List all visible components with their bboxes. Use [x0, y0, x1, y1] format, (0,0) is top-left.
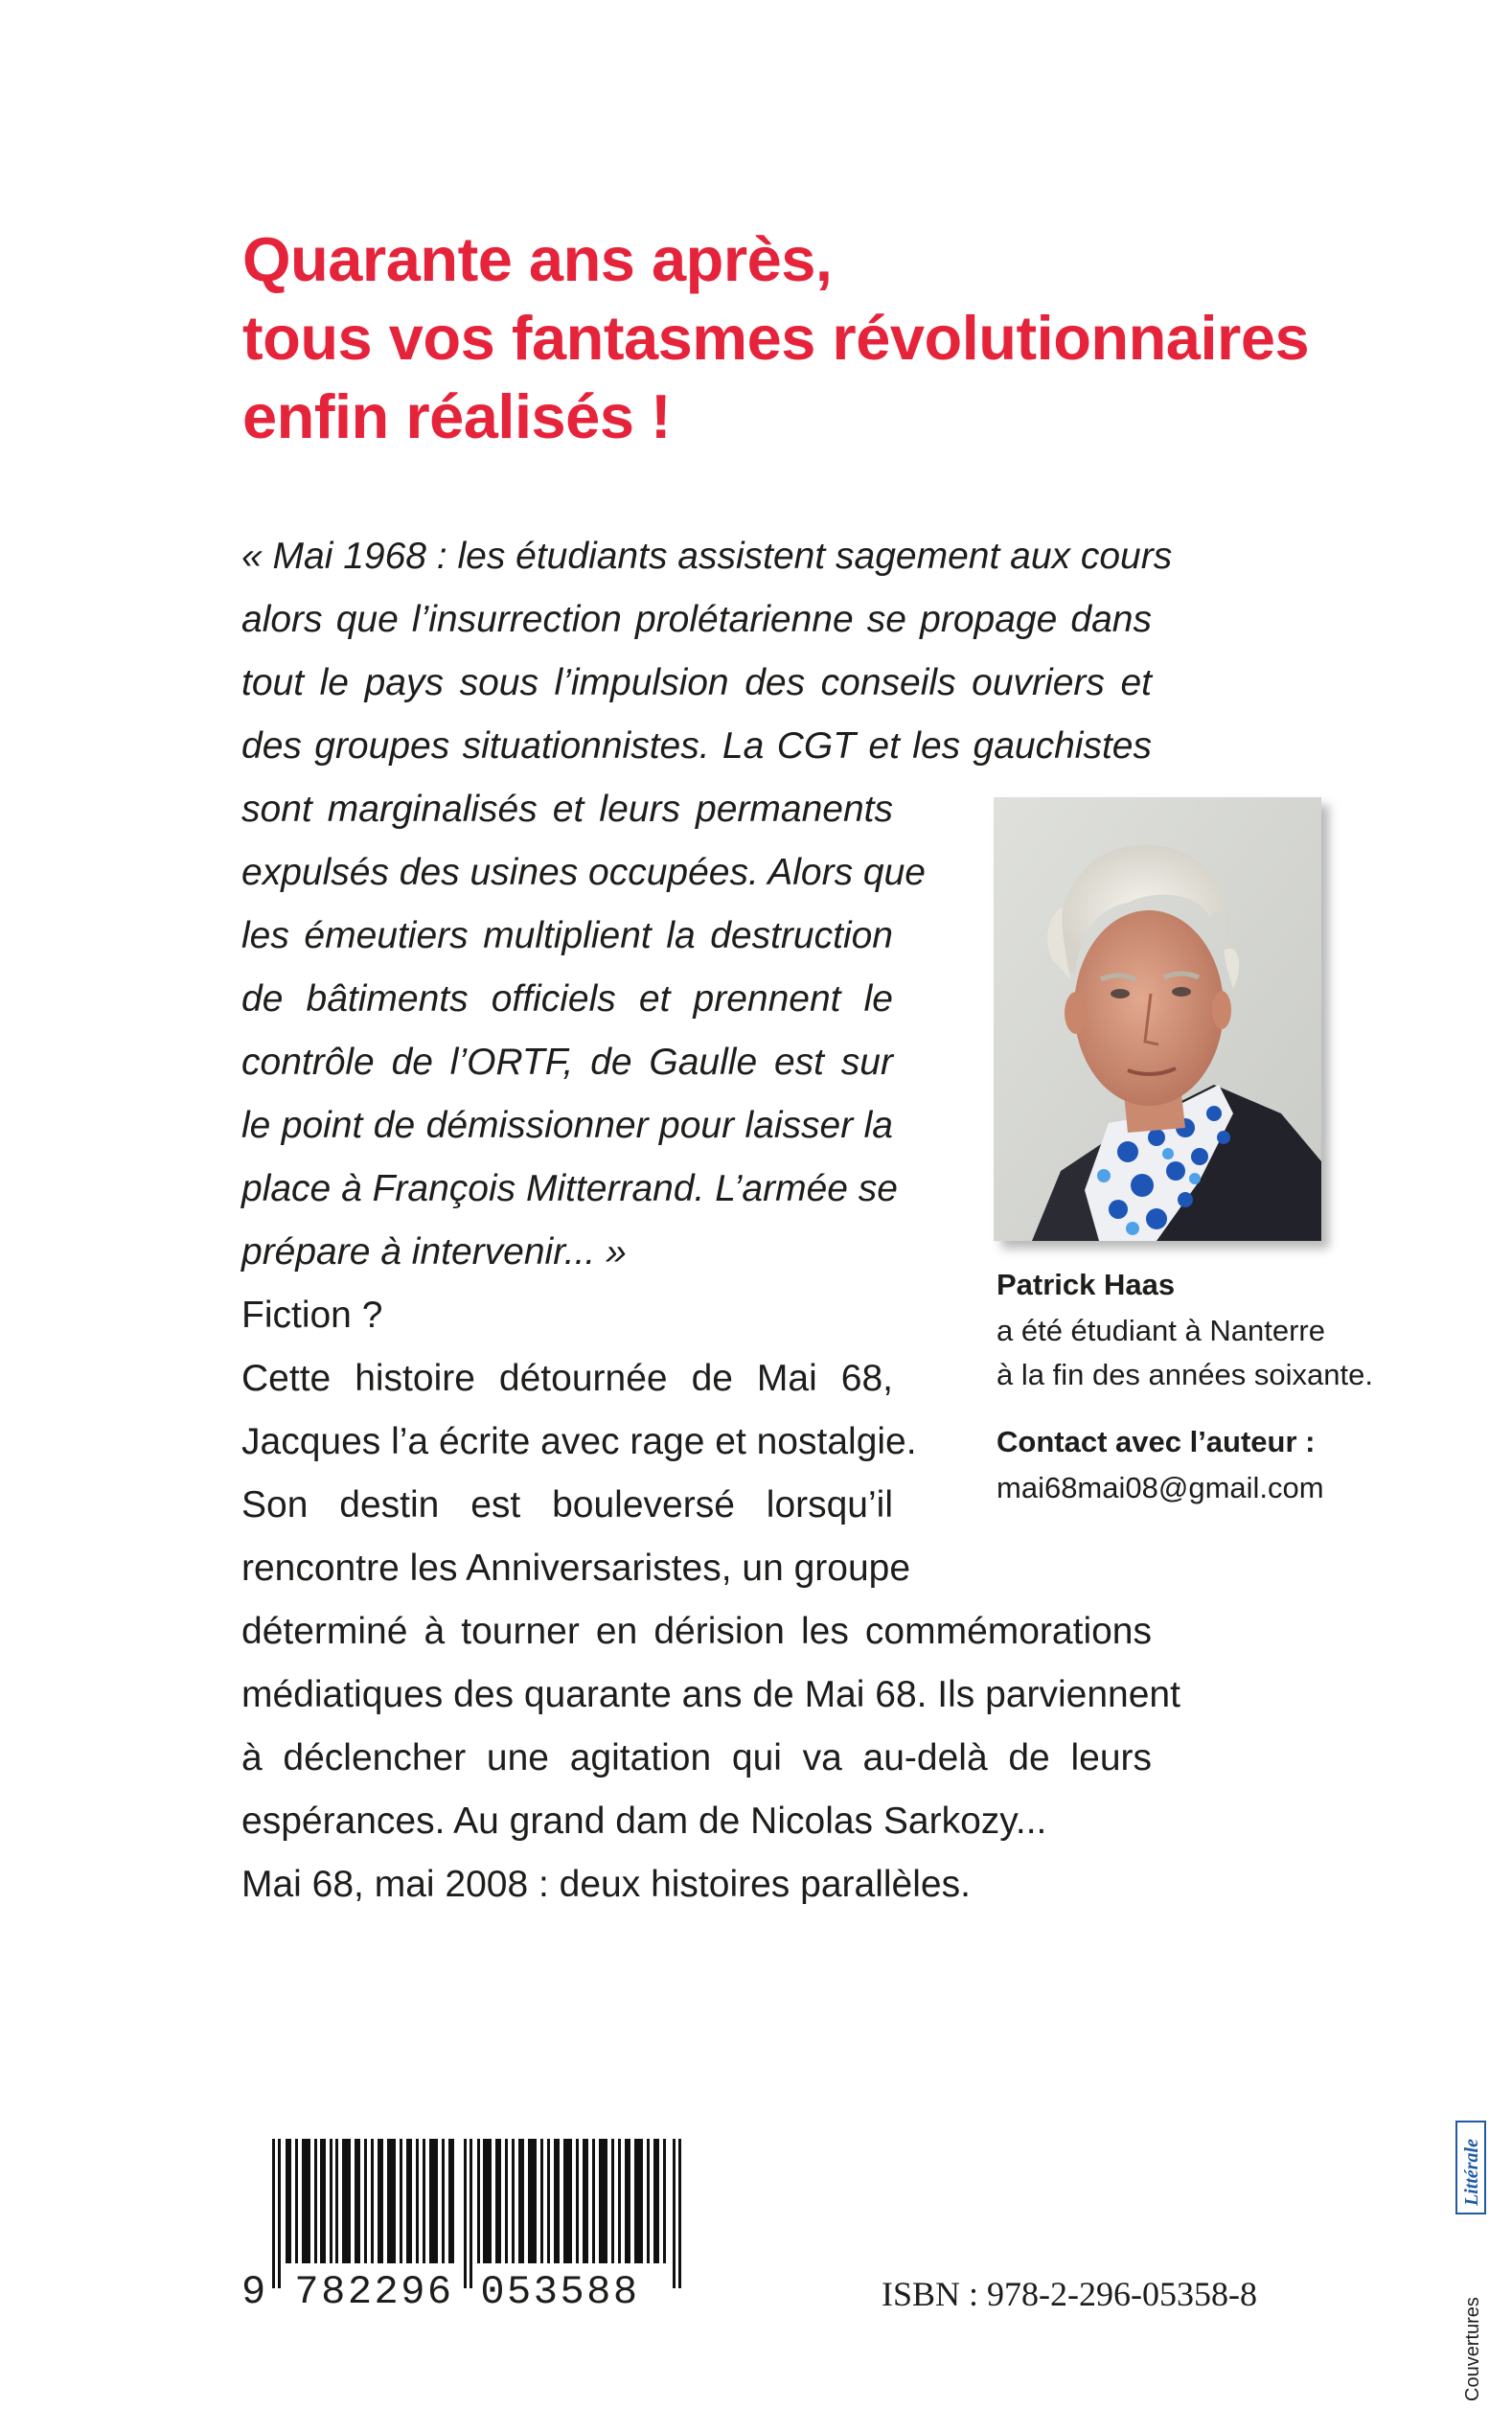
blurb-line: Cette histoire détournée de Mai 68, — [241, 1358, 893, 1399]
author-email: mai68mai08@gmail.com — [997, 1471, 1324, 1504]
blurb-line: des groupes situationnistes. La CGT et les gauchistes — [241, 725, 1152, 767]
blurb-line: Jacques l’a écrite avec rage et nostalgie. — [241, 1421, 917, 1462]
author-photo — [994, 797, 1321, 1241]
headline-line-2: tous vos fantasmes révolutionnaires — [242, 303, 1310, 373]
barcode-digits: 9 782296 053588 — [241, 2269, 640, 2315]
publisher-logo-text: Littérale — [1461, 2139, 1482, 2206]
blurb-line: médiatiques des quarante ans de Mai 68. Ils parviennent — [241, 1674, 1180, 1715]
author-bio-line-1: a été étudiant à Nanterre — [997, 1314, 1325, 1347]
blurb-line: place à François Mitterrand. L’armée se — [241, 1168, 898, 1209]
blurb-line: expulsés des usines occupées. Alors que — [241, 852, 926, 893]
blurb-line: tout le pays sous l’impulsion des conseils ouvriers et — [241, 662, 1152, 703]
blurb-line: rencontre les Anniversaristes, un groupe — [241, 1548, 911, 1589]
headline — [242, 220, 1469, 456]
blurb-line: le point de démissionner pour laisser la — [241, 1105, 893, 1146]
publisher-logo — [1453, 2118, 1491, 2405]
blurb-line: Mai 68, mai 2008 : deux histoires parallèles. — [241, 1864, 971, 1905]
barcode — [272, 2139, 684, 2288]
blurb-line: de bâtiments officiels et prennent le — [241, 978, 893, 1020]
collection-label: Couvertures — [1462, 2297, 1483, 2401]
blurb-line: déterminé à tourner en dérision les commémorations — [241, 1611, 1152, 1652]
blurb-line: Fiction ? — [241, 1295, 383, 1336]
blurb-line: contrôle de l’ORTF, de Gaulle est sur — [241, 1042, 893, 1083]
blurb-line: Son destin est bouleversé lorsqu’il — [241, 1484, 893, 1526]
author-contact-label: Contact avec l’auteur : — [997, 1425, 1316, 1458]
barcode-bars — [272, 2139, 684, 2288]
headline-line-1: Quarante ans après, — [242, 224, 833, 294]
publisher-mark — [1453, 2118, 1491, 2405]
blurb-line: à déclencher une agitation qui va au-delà de leurs — [241, 1737, 1152, 1778]
blurb-line: espérances. Au grand dam de Nicolas Sarkozy... — [241, 1801, 1047, 1842]
isbn: ISBN : 978-2-296-05358-8 — [882, 2275, 1257, 2313]
blurb-line: « Mai 1968 : les étudiants assistent sagement aux cours — [241, 536, 1173, 577]
author-name: Patrick Haas — [997, 1268, 1176, 1301]
blurb-line: sont marginalisés et leurs permanents — [241, 789, 893, 830]
blurb-line: les émeutiers multiplient la destruction — [241, 915, 893, 956]
headline-line-3: enfin réalisés ! — [242, 381, 672, 451]
author-portrait — [994, 797, 1321, 1241]
blurb-line: alors que l’insurrection prolétarienne se propage dans — [241, 599, 1152, 640]
author-bio-line-2: à la fin des années soixante. — [997, 1358, 1373, 1391]
blurb-line: prépare à intervenir... » — [241, 1231, 627, 1273]
